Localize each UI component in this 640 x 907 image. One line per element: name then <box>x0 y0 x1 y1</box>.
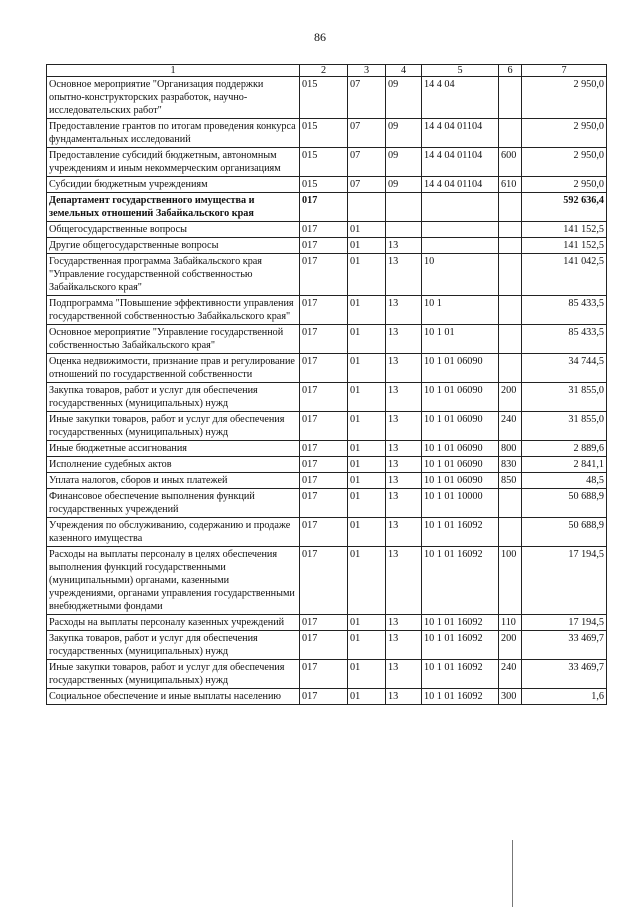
subsection-code-cell: 13 <box>386 412 422 441</box>
target-article-cell: 10 1 01 06090 <box>422 441 499 457</box>
amount-cell: 31 855,0 <box>522 383 607 412</box>
table-row <box>47 177 607 193</box>
column-header: 6 <box>499 65 522 77</box>
section-code-cell <box>348 193 386 222</box>
target-article-cell: 10 1 01 16092 <box>422 547 499 615</box>
table-row <box>47 660 607 689</box>
ministry-code-cell: 017 <box>300 296 348 325</box>
ministry-code-cell: 017 <box>300 222 348 238</box>
target-article-cell: 14 4 04 01104 <box>422 148 499 177</box>
ministry-code-cell: 017 <box>300 473 348 489</box>
target-article-cell <box>422 222 499 238</box>
amount-cell: 2 950,0 <box>522 177 607 193</box>
table-row <box>47 518 607 547</box>
row-name-cell: Основное мероприятие "Организация поддержки опытно-конструкторских разработок, научно-исследовательских работ" <box>47 77 300 119</box>
subsection-code-cell: 13 <box>386 615 422 631</box>
table-row <box>47 254 607 296</box>
expense-type-cell <box>499 119 522 148</box>
target-article-cell: 10 1 01 <box>422 325 499 354</box>
amount-cell: 141 152,5 <box>522 238 607 254</box>
amount-cell: 2 950,0 <box>522 119 607 148</box>
budget-table <box>46 64 607 705</box>
ministry-code-cell: 017 <box>300 457 348 473</box>
subsection-code-cell: 13 <box>386 296 422 325</box>
table-row <box>47 77 607 119</box>
subsection-code-cell: 13 <box>386 547 422 615</box>
table-row <box>47 547 607 615</box>
section-code-cell: 01 <box>348 222 386 238</box>
table-row <box>47 689 607 705</box>
column-header: 1 <box>47 65 300 77</box>
column-header: 5 <box>422 65 499 77</box>
section-code-cell: 01 <box>348 354 386 383</box>
subsection-code-cell: 13 <box>386 489 422 518</box>
expense-type-cell: 830 <box>499 457 522 473</box>
section-code-cell: 01 <box>348 383 386 412</box>
ministry-code-cell: 017 <box>300 254 348 296</box>
target-article-cell: 10 1 01 16092 <box>422 689 499 705</box>
section-code-cell: 07 <box>348 177 386 193</box>
ministry-code-cell: 015 <box>300 119 348 148</box>
subsection-code-cell: 13 <box>386 441 422 457</box>
table-row <box>47 631 607 660</box>
ministry-code-cell: 017 <box>300 412 348 441</box>
column-header: 4 <box>386 65 422 77</box>
ministry-code-cell: 015 <box>300 177 348 193</box>
row-name-cell: Расходы на выплаты персоналу в целях обеспечения выполнения функций государственными (муниципальными) органами, казенными учреждениями, органами управления государственными внебюджетными фондами <box>47 547 300 615</box>
amount-cell: 33 469,7 <box>522 631 607 660</box>
subsection-code-cell <box>386 193 422 222</box>
row-name-cell: Иные закупки товаров, работ и услуг для обеспечения государственных (муниципальных) нужд <box>47 412 300 441</box>
subsection-code-cell: 13 <box>386 631 422 660</box>
row-name-cell: Расходы на выплаты персоналу казенных учреждений <box>47 615 300 631</box>
table-row <box>47 296 607 325</box>
row-name-cell: Предоставление субсидий бюджетным, автономным учреждениям и иным некоммерческим организациям <box>47 148 300 177</box>
subsection-code-cell <box>386 222 422 238</box>
row-name-cell: Предоставление грантов по итогам проведения конкурса фундаментальных исследований <box>47 119 300 148</box>
amount-cell: 141 152,5 <box>522 222 607 238</box>
expense-type-cell <box>499 77 522 119</box>
expense-type-cell <box>499 518 522 547</box>
subsection-code-cell: 09 <box>386 148 422 177</box>
ministry-code-cell: 017 <box>300 441 348 457</box>
expense-type-cell: 200 <box>499 631 522 660</box>
subsection-code-cell: 13 <box>386 518 422 547</box>
ministry-code-cell: 017 <box>300 547 348 615</box>
table-row <box>47 325 607 354</box>
section-code-cell: 01 <box>348 547 386 615</box>
target-article-cell: 14 4 04 01104 <box>422 177 499 193</box>
subsection-code-cell: 09 <box>386 177 422 193</box>
amount-cell: 34 744,5 <box>522 354 607 383</box>
expense-type-cell <box>499 222 522 238</box>
target-article-cell: 10 1 01 16092 <box>422 518 499 547</box>
row-name-cell: Закупка товаров, работ и услуг для обеспечения государственных (муниципальных) нужд <box>47 383 300 412</box>
target-article-cell: 10 <box>422 254 499 296</box>
row-name-cell: Иные бюджетные ассигнования <box>47 441 300 457</box>
subsection-code-cell: 09 <box>386 77 422 119</box>
section-code-cell: 01 <box>348 615 386 631</box>
amount-cell: 17 194,5 <box>522 547 607 615</box>
table-row <box>47 354 607 383</box>
target-article-cell: 10 1 01 06090 <box>422 457 499 473</box>
amount-cell: 2 950,0 <box>522 77 607 119</box>
row-name-cell: Другие общегосударственные вопросы <box>47 238 300 254</box>
table-row <box>47 222 607 238</box>
target-article-cell: 14 4 04 01104 <box>422 119 499 148</box>
target-article-cell: 10 1 01 06090 <box>422 383 499 412</box>
table-row <box>47 383 607 412</box>
ministry-code-cell: 017 <box>300 689 348 705</box>
table-row <box>47 473 607 489</box>
expense-type-cell <box>499 238 522 254</box>
row-name-cell: Основное мероприятие "Управление государственной собственностью Забайкальского края" <box>47 325 300 354</box>
amount-cell: 50 688,9 <box>522 518 607 547</box>
ministry-code-cell: 017 <box>300 615 348 631</box>
expense-type-cell <box>499 254 522 296</box>
expense-type-cell: 600 <box>499 148 522 177</box>
target-article-cell <box>422 193 499 222</box>
ministry-code-cell: 017 <box>300 660 348 689</box>
expense-type-cell: 850 <box>499 473 522 489</box>
table-row <box>47 193 607 222</box>
ministry-code-cell: 017 <box>300 354 348 383</box>
section-code-cell: 01 <box>348 457 386 473</box>
table-body <box>47 77 607 705</box>
ministry-code-cell: 017 <box>300 383 348 412</box>
subsection-code-cell: 13 <box>386 473 422 489</box>
subsection-code-cell: 13 <box>386 457 422 473</box>
table-row <box>47 238 607 254</box>
section-code-cell: 01 <box>348 489 386 518</box>
section-code-cell: 01 <box>348 254 386 296</box>
subsection-code-cell: 13 <box>386 660 422 689</box>
expense-type-cell <box>499 296 522 325</box>
target-article-cell: 10 1 01 06090 <box>422 354 499 383</box>
ministry-code-cell: 017 <box>300 238 348 254</box>
expense-type-cell: 240 <box>499 660 522 689</box>
row-name-cell: Оценка недвижимости, признание прав и регулирование отношений по государственной собственности <box>47 354 300 383</box>
target-article-cell: 14 4 04 <box>422 77 499 119</box>
ministry-code-cell: 017 <box>300 518 348 547</box>
ministry-code-cell: 017 <box>300 631 348 660</box>
table-row <box>47 148 607 177</box>
row-name-cell: Подпрограмма "Повышение эффективности управления государственной собственностью Забайкальского края" <box>47 296 300 325</box>
section-code-cell: 01 <box>348 631 386 660</box>
target-article-cell: 10 1 01 10000 <box>422 489 499 518</box>
subsection-code-cell: 13 <box>386 354 422 383</box>
row-name-cell: Государственная программа Забайкальского края "Управление государственной собственностью Забайкальского края" <box>47 254 300 296</box>
expense-type-cell <box>499 354 522 383</box>
page-number: 86 <box>314 30 326 44</box>
amount-cell: 31 855,0 <box>522 412 607 441</box>
subsection-code-cell: 09 <box>386 119 422 148</box>
expense-type-cell: 610 <box>499 177 522 193</box>
ministry-code-cell: 017 <box>300 489 348 518</box>
column-header: 3 <box>348 65 386 77</box>
section-code-cell: 01 <box>348 689 386 705</box>
section-code-cell: 07 <box>348 119 386 148</box>
target-article-cell: 10 1 01 16092 <box>422 615 499 631</box>
row-name-cell: Иные закупки товаров, работ и услуг для обеспечения государственных (муниципальных) нужд <box>47 660 300 689</box>
subsection-code-cell: 13 <box>386 689 422 705</box>
section-code-cell: 01 <box>348 296 386 325</box>
row-name-cell: Закупка товаров, работ и услуг для обеспечения государственных (муниципальных) нужд <box>47 631 300 660</box>
target-article-cell: 10 1 01 06090 <box>422 473 499 489</box>
expense-type-cell <box>499 325 522 354</box>
table-header-row <box>47 65 607 77</box>
row-name-cell: Субсидии бюджетным учреждениям <box>47 177 300 193</box>
row-name-cell: Уплата налогов, сборов и иных платежей <box>47 473 300 489</box>
row-name-cell: Учреждения по обслуживанию, содержанию и продаже казенного имущества <box>47 518 300 547</box>
target-article-cell: 10 1 01 16092 <box>422 631 499 660</box>
table-row <box>47 489 607 518</box>
amount-cell: 2 841,1 <box>522 457 607 473</box>
amount-cell: 2 889,6 <box>522 441 607 457</box>
expense-type-cell: 200 <box>499 383 522 412</box>
row-name-cell: Исполнение судебных актов <box>47 457 300 473</box>
subsection-code-cell: 13 <box>386 383 422 412</box>
expense-type-cell <box>499 193 522 222</box>
ministry-code-cell: 015 <box>300 77 348 119</box>
subsection-code-cell: 13 <box>386 325 422 354</box>
expense-type-cell: 240 <box>499 412 522 441</box>
subsection-code-cell: 13 <box>386 238 422 254</box>
row-name-cell: Финансовое обеспечение выполнения функций государственных учреждений <box>47 489 300 518</box>
amount-cell: 85 433,5 <box>522 296 607 325</box>
expense-type-cell: 100 <box>499 547 522 615</box>
section-code-cell: 01 <box>348 412 386 441</box>
page-edge-line <box>512 840 513 907</box>
column-header: 2 <box>300 65 348 77</box>
expense-type-cell: 800 <box>499 441 522 457</box>
amount-cell: 1,6 <box>522 689 607 705</box>
expense-type-cell: 300 <box>499 689 522 705</box>
row-name-cell: Социальное обеспечение и иные выплаты населению <box>47 689 300 705</box>
row-name-cell: Общегосударственные вопросы <box>47 222 300 238</box>
amount-cell: 33 469,7 <box>522 660 607 689</box>
section-code-cell: 01 <box>348 518 386 547</box>
table-row <box>47 412 607 441</box>
amount-cell: 592 636,4 <box>522 193 607 222</box>
target-article-cell <box>422 238 499 254</box>
amount-cell: 50 688,9 <box>522 489 607 518</box>
table-row <box>47 441 607 457</box>
ministry-code-cell: 017 <box>300 325 348 354</box>
amount-cell: 141 042,5 <box>522 254 607 296</box>
section-code-cell: 07 <box>348 148 386 177</box>
table-row <box>47 615 607 631</box>
subsection-code-cell: 13 <box>386 254 422 296</box>
table-row <box>47 457 607 473</box>
target-article-cell: 10 1 01 16092 <box>422 660 499 689</box>
section-code-cell: 01 <box>348 238 386 254</box>
table-row <box>47 119 607 148</box>
amount-cell: 17 194,5 <box>522 615 607 631</box>
expense-type-cell: 110 <box>499 615 522 631</box>
amount-cell: 2 950,0 <box>522 148 607 177</box>
ministry-code-cell: 015 <box>300 148 348 177</box>
ministry-code-cell: 017 <box>300 193 348 222</box>
section-code-cell: 01 <box>348 660 386 689</box>
expense-type-cell <box>499 489 522 518</box>
section-code-cell: 01 <box>348 325 386 354</box>
section-code-cell: 01 <box>348 473 386 489</box>
column-header: 7 <box>522 65 607 77</box>
section-code-cell: 01 <box>348 441 386 457</box>
section-code-cell: 07 <box>348 77 386 119</box>
target-article-cell: 10 1 <box>422 296 499 325</box>
row-name-cell: Департамент государственного имущества и земельных отношений Забайкальского края <box>47 193 300 222</box>
target-article-cell: 10 1 01 06090 <box>422 412 499 441</box>
amount-cell: 85 433,5 <box>522 325 607 354</box>
amount-cell: 48,5 <box>522 473 607 489</box>
